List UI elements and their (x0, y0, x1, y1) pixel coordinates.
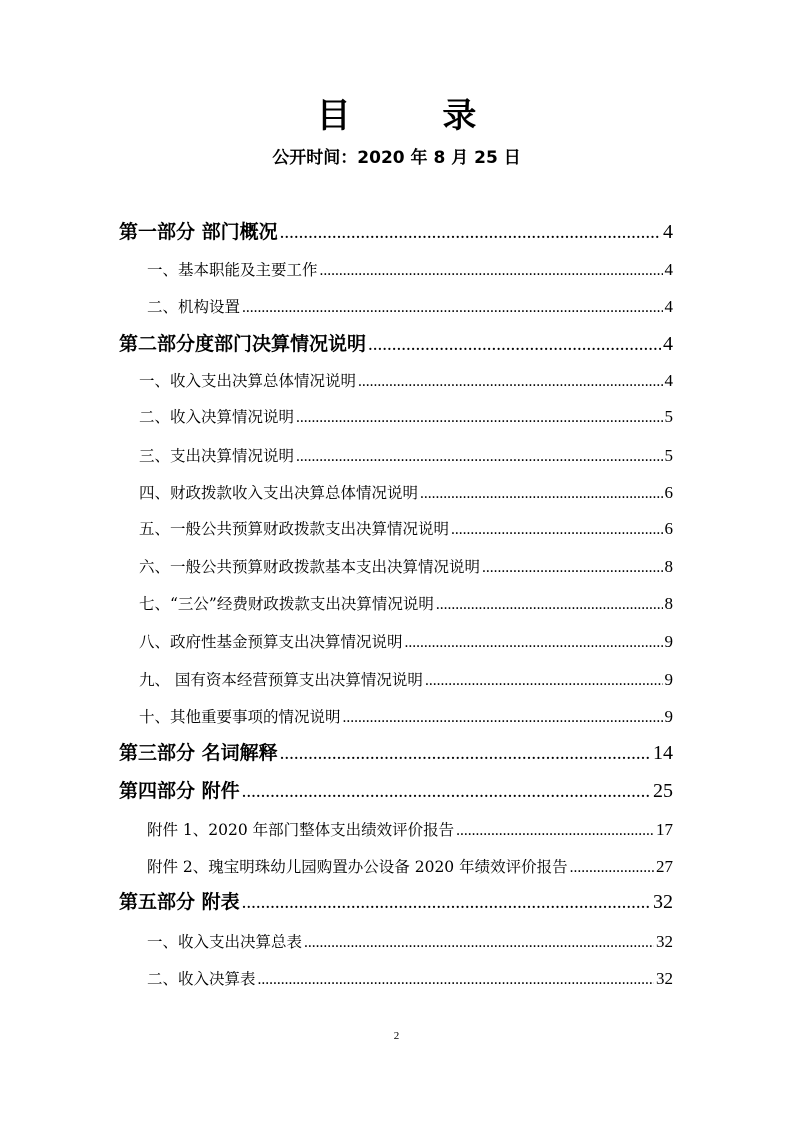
toc-leader (482, 556, 662, 580)
toc-entry-part-2[interactable] (119, 330, 673, 359)
toc-leader (358, 370, 662, 394)
toc-leader (420, 482, 662, 506)
toc-entry-label: 第三部分 名词解释 (119, 742, 278, 764)
toc-entry-page: 5 (664, 407, 673, 426)
toc-entry-page: 8 (664, 594, 673, 613)
toc-entry-label: 一、收入支出决算总体情况说明 (139, 372, 357, 390)
toc-entry-label: 六、一般公共预算财政拨款基本支出决算情况说明 (139, 558, 481, 576)
toc-entry-page: 25 (653, 780, 673, 802)
toc-entry-page: 32 (656, 969, 673, 988)
toc-entry-label: 附件 2、瑰宝明珠幼儿园购置办公设备 2020 年绩效评价报告 (147, 858, 568, 876)
toc-entry-page: 4 (663, 221, 673, 243)
toc-leader (296, 406, 662, 430)
toc-entry[interactable] (139, 630, 673, 655)
toc-entry-part-3[interactable] (119, 739, 673, 768)
toc-entry-label: 二、收入决算表 (147, 970, 256, 988)
toc-entry[interactable] (139, 555, 673, 580)
toc-entry-page: 27 (656, 857, 673, 876)
toc-entry-label: 第五部分 附表 (119, 891, 240, 913)
toc-leader (456, 819, 654, 843)
toc-leader (280, 740, 651, 768)
toc-leader (280, 219, 661, 247)
toc-leader (425, 669, 663, 693)
toc-entry-page: 9 (664, 670, 673, 689)
toc-entry-label: 第四部分 附件 (119, 780, 240, 802)
toc-leader (436, 593, 663, 617)
toc-entry[interactable] (139, 705, 673, 730)
toc-leader (368, 331, 661, 359)
toc-entry-part-5[interactable] (119, 888, 673, 917)
toc-entry-page: 32 (653, 891, 673, 913)
toc-entry-label: 三、支出决算情况说明 (139, 447, 295, 465)
toc-entry-label: 附件 1、2020 年部门整体支出绩效评价报告 (147, 821, 455, 839)
toc-entry-label: 二、机构设置 (147, 298, 241, 316)
toc-leader (304, 931, 654, 955)
toc-entry[interactable] (147, 295, 673, 320)
toc-entry[interactable] (139, 369, 673, 394)
toc-leader (258, 968, 654, 992)
toc-leader (570, 856, 654, 880)
toc-entry[interactable] (139, 444, 673, 469)
toc-leader (451, 518, 662, 542)
toc-entry-label: 七、“三公”经费财政拨款支出决算情况说明 (139, 595, 434, 613)
toc-entry-page: 4 (664, 297, 673, 316)
toc-leader (296, 445, 662, 469)
toc-entry-label: 九、 国有资本经营预算支出决算情况说明 (139, 671, 423, 689)
toc-entry-page: 4 (664, 260, 673, 279)
toc-entry-label: 八、政府性基金预算支出决算情况说明 (139, 633, 403, 651)
toc-entry-page: 9 (664, 707, 673, 726)
toc-leader (405, 631, 663, 655)
toc-leader (242, 296, 662, 320)
toc-entry-label: 二、收入决算情况说明 (139, 408, 295, 426)
toc-entry-page: 14 (653, 742, 673, 764)
toc-entry-label: 四、财政拨款收入支出决算总体情况说明 (139, 484, 419, 502)
toc-entry-attachment-1[interactable] (147, 818, 673, 843)
toc-entry-label: 第二部分度部门决算情况说明 (119, 333, 367, 355)
toc-entry[interactable] (139, 517, 673, 542)
toc-entry-page: 6 (664, 483, 673, 502)
publish-date: 公开时间：2020 年 8 月 25 日 (272, 148, 521, 168)
toc-entry-page: 8 (664, 557, 673, 576)
toc-entry-label: 第一部分 部门概况 (119, 221, 278, 243)
toc-entry-page: 6 (664, 519, 673, 538)
page-number: 2 (393, 1030, 400, 1042)
toc-entry-part-1[interactable] (119, 218, 673, 247)
toc-entry-label: 一、基本职能及主要工作 (147, 261, 318, 279)
toc-entry[interactable] (147, 930, 673, 955)
toc-entry-page: 4 (663, 333, 673, 355)
toc-leader (242, 889, 651, 917)
page-title: 目 录 (316, 96, 517, 136)
toc-entry-page: 9 (664, 632, 673, 651)
toc-entry-label: 一、收入支出决算总表 (147, 933, 303, 951)
toc-entry-label: 十、其他重要事项的情况说明 (139, 708, 341, 726)
toc-leader (343, 706, 663, 730)
toc-entry-label: 五、一般公共预算财政拨款支出决算情况说明 (139, 520, 450, 538)
toc-entry[interactable] (139, 668, 673, 693)
toc-entry-page: 17 (656, 820, 673, 839)
toc-entry[interactable] (139, 481, 673, 506)
toc-entry-attachment-2[interactable] (147, 855, 673, 880)
toc-entry[interactable] (139, 405, 673, 430)
toc-entry[interactable] (147, 258, 673, 283)
toc-entry-page: 5 (664, 446, 673, 465)
toc-leader (242, 778, 651, 806)
toc-entry-page: 4 (664, 371, 673, 390)
toc-leader (320, 259, 663, 283)
toc-entry[interactable] (139, 592, 673, 617)
toc-entry-page: 32 (656, 932, 673, 951)
toc-entry[interactable] (147, 967, 673, 992)
toc-entry-part-4[interactable] (119, 777, 673, 806)
